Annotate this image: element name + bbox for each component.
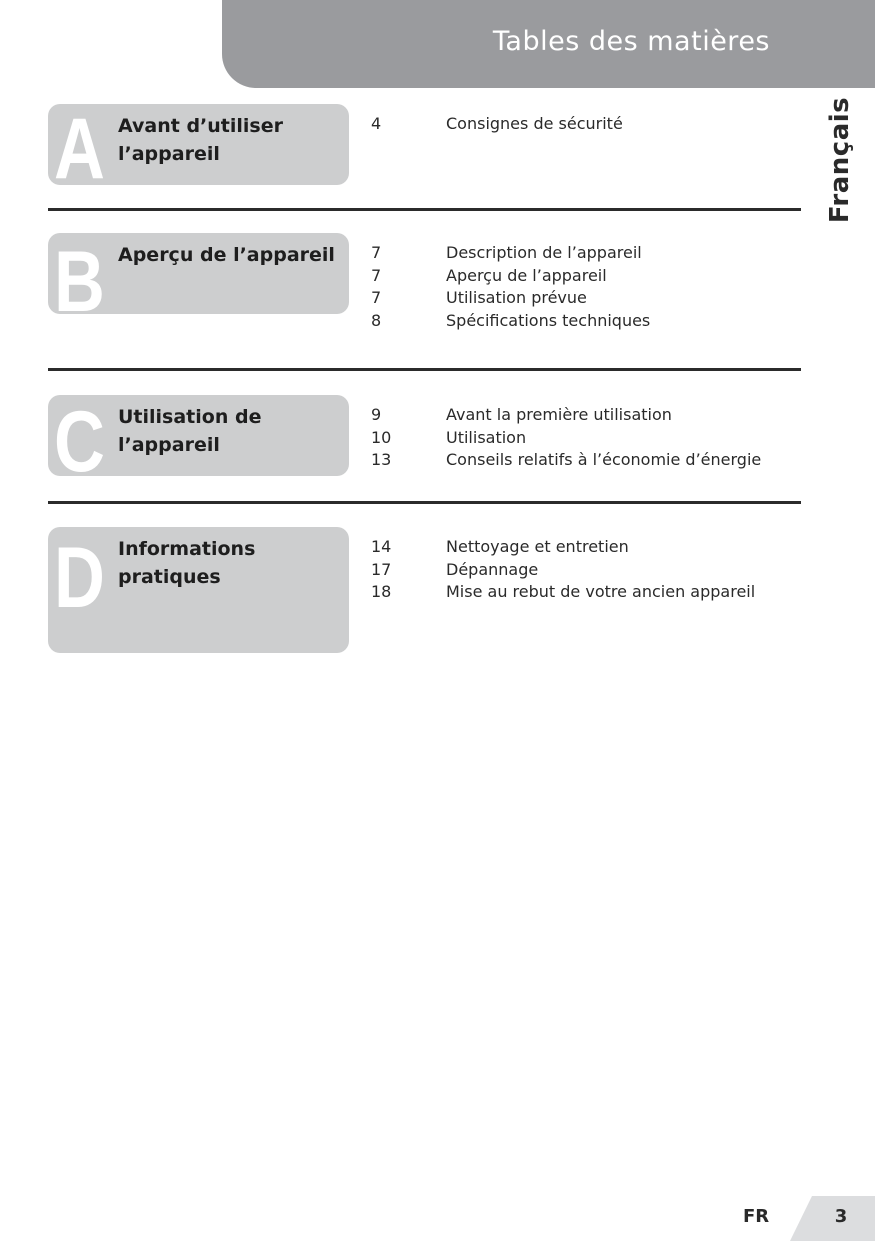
entry-page-number: 7 (371, 288, 382, 307)
footer-page-number: 3 (834, 1206, 848, 1227)
entry-page-number: 10 (371, 427, 392, 447)
toc-entry[interactable] (371, 537, 801, 560)
toc-entry[interactable] (371, 450, 801, 473)
toc-section-d (48, 527, 800, 654)
toc-entry[interactable] (371, 582, 801, 605)
entry-list (371, 537, 801, 605)
entry-page-number: 13 (371, 450, 392, 469)
entry-label: Avant la première utilisation (446, 405, 672, 424)
entry-label: Dépannage (446, 559, 539, 579)
section-title: Aperçu de l’appareil (118, 244, 335, 266)
entry-label: Mise au rebut de votre ancien appareil (446, 582, 756, 601)
toc-entry[interactable] (371, 288, 801, 311)
section-divider (48, 208, 801, 211)
entry-label: Consignes de sécurité (446, 114, 623, 133)
page-title: Tables des matières (492, 26, 770, 57)
toc-entry[interactable] (371, 405, 801, 428)
toc-entry[interactable] (371, 114, 801, 137)
toc-section-c (48, 394, 800, 490)
entry-page-number: 17 (371, 559, 392, 579)
toc-entry[interactable] (371, 243, 801, 266)
entry-label: Utilisation prévue (446, 288, 587, 307)
entry-page-number: 8 (371, 310, 382, 330)
toc-entry[interactable] (371, 311, 801, 334)
toc-entry[interactable] (371, 428, 801, 451)
entry-label: Aperçu de l’appareil (446, 265, 607, 285)
section-letter: C (54, 394, 105, 490)
section-box (48, 101, 349, 197)
entry-page-number: 9 (371, 405, 382, 424)
entry-label: Spécifications techniques (446, 310, 651, 330)
section-title: Utilisation de l’appareil (118, 406, 262, 456)
entry-list (371, 114, 801, 137)
section-box (48, 394, 349, 490)
entry-page-number: 18 (371, 582, 392, 601)
entry-page-number: 7 (371, 243, 382, 262)
toc-section-a (48, 101, 800, 197)
section-letter: D (54, 530, 105, 626)
entry-label: Nettoyage et entretien (446, 537, 629, 556)
section-divider (48, 501, 801, 504)
section-letter: A (54, 101, 105, 197)
entry-page-number: 14 (371, 537, 392, 556)
section-letter: B (54, 234, 105, 330)
entry-page-number: 4 (371, 114, 382, 133)
toc-entry[interactable] (371, 266, 801, 289)
section-box (48, 527, 349, 653)
toc-entry[interactable] (371, 560, 801, 583)
entry-list (371, 243, 801, 333)
section-divider (48, 368, 801, 371)
footer-language-code: FR (743, 1206, 770, 1227)
language-label: Français (825, 96, 855, 224)
toc-section-b (48, 233, 800, 338)
section-title: Avant d’utiliser l’appareil (118, 115, 283, 165)
header-tab (222, 0, 875, 88)
entry-label: Description de l’appareil (446, 243, 642, 262)
entry-label: Utilisation (446, 427, 527, 447)
section-box (48, 233, 349, 330)
section-title: Informations pratiques (118, 538, 256, 588)
entry-list (371, 405, 801, 473)
entry-label: Conseils relatifs à l’économie d’énergie (446, 450, 762, 469)
entry-page-number: 7 (371, 265, 382, 285)
